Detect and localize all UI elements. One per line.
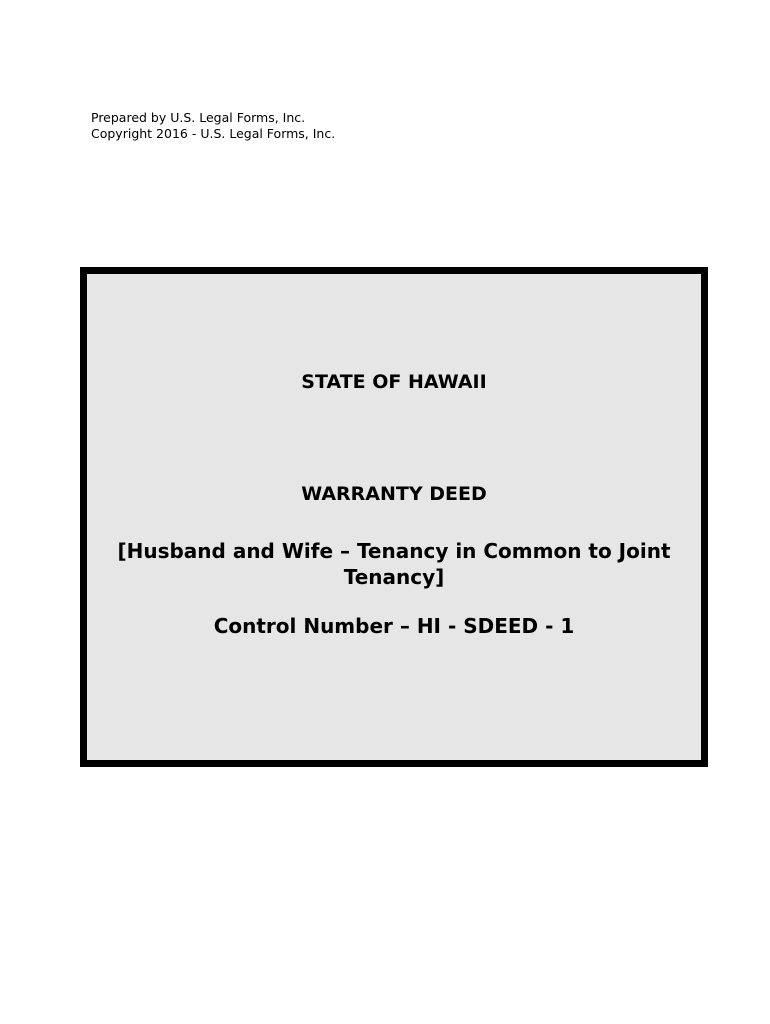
control-number: Control Number – HI - SDEED - 1: [213, 614, 575, 638]
preparer-notice: [91, 110, 335, 142]
copyright-text: Copyright 2016 - U.S. Legal Forms, Inc.: [91, 126, 336, 141]
deed-type-subtitle: [Husband and Wife – Tenancy in Common to Joint Tenancy]: [117, 539, 671, 589]
cover-title-box: [80, 267, 708, 767]
document-title: WARRANTY DEED: [301, 483, 487, 505]
state-title: STATE OF HAWAII: [301, 371, 487, 393]
prepared-by-text: Prepared by U.S. Legal Forms, Inc.: [91, 110, 306, 125]
